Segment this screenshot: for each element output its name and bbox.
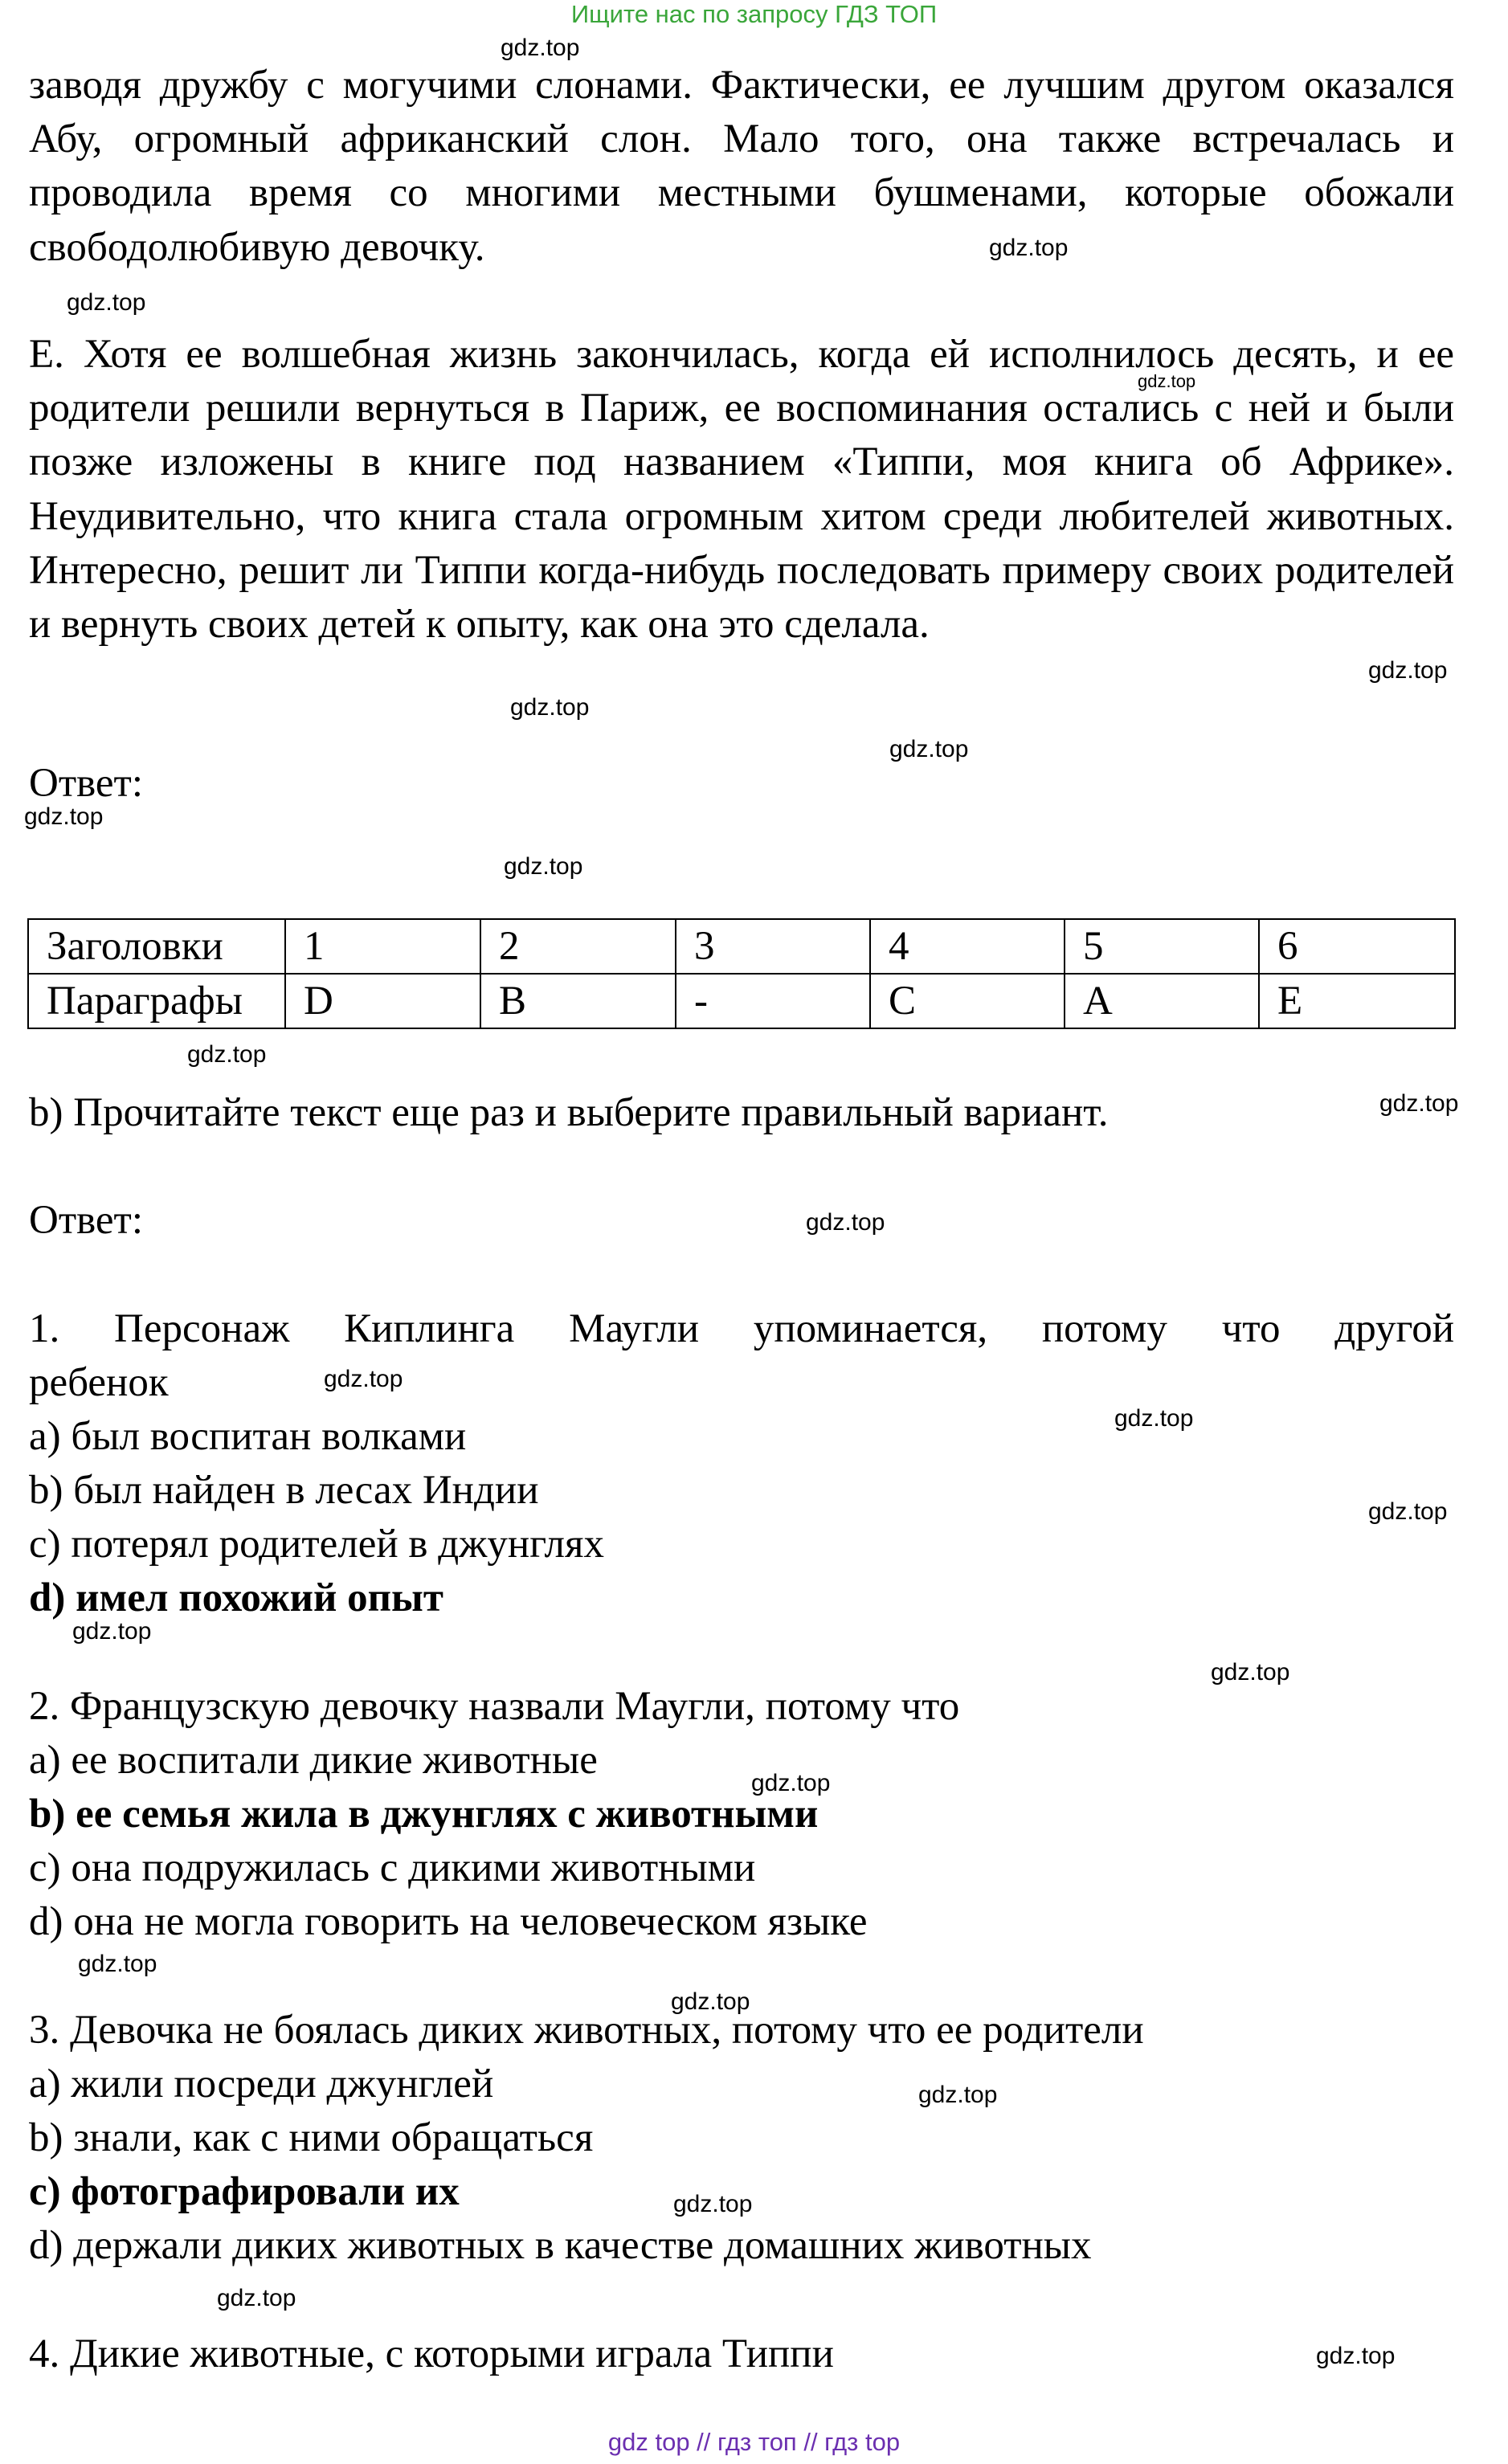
table-cell: D	[285, 974, 480, 1028]
q3-option-c-correct: c) фотографировали их	[29, 2169, 460, 2214]
q2-option-a: a) ее воспитали дикие животные	[29, 1738, 598, 1783]
table-cell: 5	[1065, 919, 1259, 974]
table-cell: -	[676, 974, 870, 1028]
watermark: gdz.top	[1316, 2343, 1396, 2369]
table-cell: 1	[285, 919, 480, 974]
q3-option-d: d) держали диких животных в качестве домашних животных	[29, 2223, 1092, 2268]
question-3-stem: 3. Девочка не боялась диких животных, потому что ее родители	[29, 2008, 1144, 2053]
watermark: gdz.top	[72, 1618, 152, 1645]
table-row-headings	[28, 919, 1455, 974]
table-cell: 2	[480, 919, 676, 974]
table-cell: C	[870, 974, 1065, 1028]
watermark: gdz.top	[1138, 371, 1196, 391]
watermark: gdz.top	[673, 2191, 753, 2217]
top-banner[interactable]: Ищите нас по запросу ГДЗ ТОП	[570, 0, 938, 28]
paragraph-continuation: заводя дружбу с могучими слонами. Фактически, ее лучшим другом оказался Абу, огромный африканский слон. Мало того, она также встречалась и проводила время со многими местными бушменами, которые обожали свободолюбивую девочку.	[29, 63, 1454, 270]
q3-option-a: a) жили посреди джунглей	[29, 2062, 494, 2106]
q1-option-d-correct: d) имел похожий опыт	[29, 1575, 443, 1620]
watermark: gdz.top	[1379, 1090, 1459, 1117]
question-1-stem-cont: ребенок	[29, 1360, 169, 1405]
answer-label: Ответ:	[29, 761, 143, 806]
answer-table	[27, 918, 1456, 1029]
footer-links[interactable]: gdz top // гдз топ // гдз top	[607, 2428, 901, 2456]
answer-label-2: Ответ:	[29, 1198, 143, 1243]
q3-option-b: b) знали, как с ними обращаться	[29, 2115, 594, 2160]
question-2-stem: 2. Французскую девочку назвали Маугли, потому что	[29, 1684, 960, 1729]
watermark: gdz.top	[671, 1988, 750, 2015]
watermark: gdz.top	[67, 289, 146, 316]
q1-option-c: c) потерял родителей в джунглях	[29, 1522, 604, 1567]
watermark: gdz.top	[1114, 1405, 1194, 1432]
table-cell: 6	[1259, 919, 1455, 974]
watermark: gdz.top	[1368, 657, 1448, 684]
q1-option-a: a) был воспитан волками	[29, 1414, 467, 1459]
watermark: gdz.top	[504, 853, 583, 880]
watermark: gdz.top	[751, 1770, 831, 1796]
watermark: gdz.top	[324, 1366, 403, 1392]
watermark: gdz.top	[1368, 1498, 1448, 1525]
watermark: gdz.top	[78, 1951, 157, 1977]
watermark: gdz.top	[989, 235, 1069, 261]
watermark: gdz.top	[806, 1209, 885, 1236]
table-cell: A	[1065, 974, 1259, 1028]
q1-option-b: b) был найден в лесах Индии	[29, 1468, 539, 1513]
watermark: gdz.top	[889, 736, 969, 762]
table-cell: Параграфы	[28, 974, 285, 1028]
question-1-stem: 1. Персонаж Киплинга Маугли упоминается, потому что другой	[29, 1306, 1454, 1351]
watermark: gdz.top	[510, 694, 590, 721]
paragraph-e: E. Хотя ее волшебная жизнь закончилась, когда ей исполнилось десять, и ее родители решили вернуться в Париж, ее воспоминания остались с ней и были позже изложены в книге под названием «Типпи, моя книга об Африке». Неудивительно, что книга стала огромным хитом среди любителей животных. Интересно, решит ли Типпи когда-нибудь последовать примеру своих родителей и вернуть своих детей к опыту, как она это сделала.	[29, 332, 1454, 648]
watermark: gdz.top	[24, 803, 104, 830]
table-row-paragraphs	[28, 974, 1455, 1028]
q2-option-c: c) она подружилась с дикими животными	[29, 1845, 756, 1890]
task-b-heading: b) Прочитайте текст еще раз и выберите правильный вариант.	[29, 1090, 1109, 1135]
watermark: gdz.top	[187, 1041, 267, 1068]
watermark: gdz.top	[918, 2082, 998, 2108]
table-cell: Заголовки	[28, 919, 285, 974]
table-cell: B	[480, 974, 676, 1028]
q2-option-d: d) она не могла говорить на человеческом языке	[29, 1899, 868, 1944]
q2-option-b-correct: b) ее семья жила в джунглях с животными	[29, 1792, 819, 1837]
table-cell: E	[1259, 974, 1455, 1028]
table-cell: 4	[870, 919, 1065, 974]
watermark: gdz.top	[1211, 1659, 1290, 1686]
question-4-stem: 4. Дикие животные, с которыми играла Типпи	[29, 2331, 834, 2376]
watermark: gdz.top	[501, 35, 580, 61]
table-cell: 3	[676, 919, 870, 974]
watermark: gdz.top	[217, 2285, 296, 2311]
